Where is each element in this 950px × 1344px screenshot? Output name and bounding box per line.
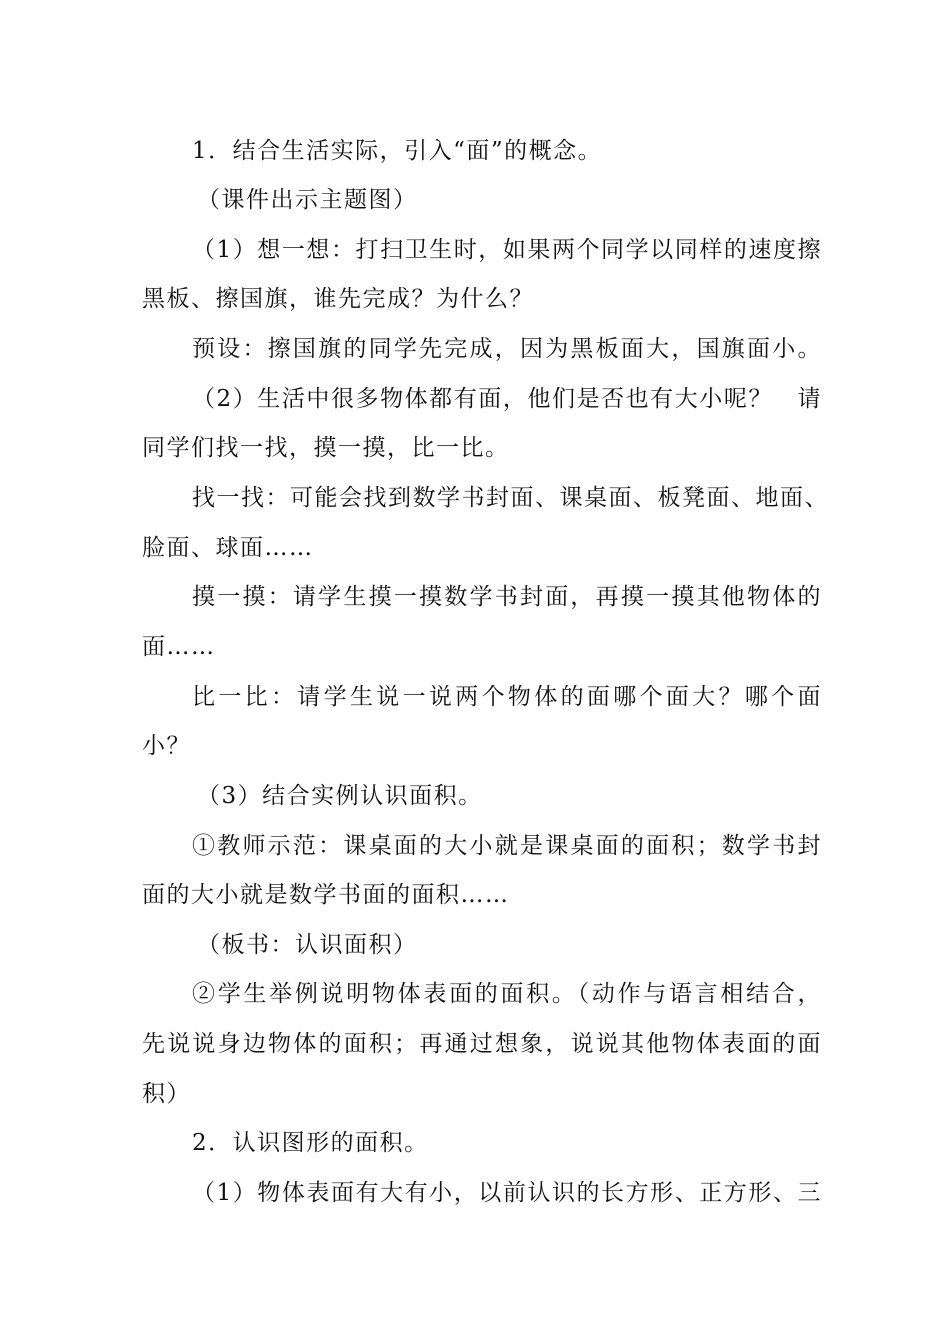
section-heading-1: 1．结合生活实际，引入“面”的概念。 bbox=[192, 138, 603, 164]
paragraph-line: （1）物体表面有大有小，以前认识的长方形、正方形、三 bbox=[192, 1180, 822, 1206]
paragraph-line: 先说说身边物体的面积；再通过想象，说说其他物体表面的面 bbox=[142, 1031, 822, 1057]
paragraph-line: ②学生举例说明物体表面的面积。（动作与语言相结合， bbox=[192, 981, 822, 1007]
paragraph-line: 黑板、擦国旗，谁先完成？为什么？ bbox=[142, 286, 534, 312]
paragraph-line: （3）结合实例认识面积。 bbox=[197, 783, 483, 809]
blackboard-note: （板书：认识面积） bbox=[197, 932, 418, 958]
paragraph-line: 积） bbox=[142, 1081, 191, 1107]
paragraph-line: 预设：擦国旗的同学先完成，因为黑板面大，国旗面小。 bbox=[192, 336, 822, 362]
paragraph-line: 面…… bbox=[142, 634, 216, 660]
courseware-note: （课件出示主题图） bbox=[197, 187, 418, 213]
paragraph-line: 同学们找一找，摸一摸，比一比。 bbox=[142, 435, 510, 461]
section-heading-2: 2．认识图形的面积。 bbox=[192, 1130, 429, 1156]
paragraph-line: 小？ bbox=[142, 733, 191, 759]
paragraph-line: ①教师示范：课桌面的大小就是课桌面的面积；数学书封 bbox=[192, 833, 822, 859]
paragraph-line: 比一比：请学生说一说两个物体的面哪个面大？哪个面 bbox=[192, 684, 822, 710]
paragraph-line: （1）想一想：打扫卫生时，如果两个同学以同样的速度擦 bbox=[192, 237, 822, 263]
paragraph-line: 脸面、球面…… bbox=[142, 535, 314, 561]
paragraph-line: 摸一摸：请学生摸一摸数学书封面，再摸一摸其他物体的 bbox=[192, 584, 822, 610]
paragraph-line: 面的大小就是数学书面的面积…… bbox=[142, 882, 510, 908]
paragraph-line: （2）生活中很多物体都有面，他们是否也有大小呢？ 请 bbox=[192, 386, 822, 412]
paragraph-line: 找一找：可能会找到数学书封面、课桌面、板凳面、地面、 bbox=[192, 485, 829, 511]
